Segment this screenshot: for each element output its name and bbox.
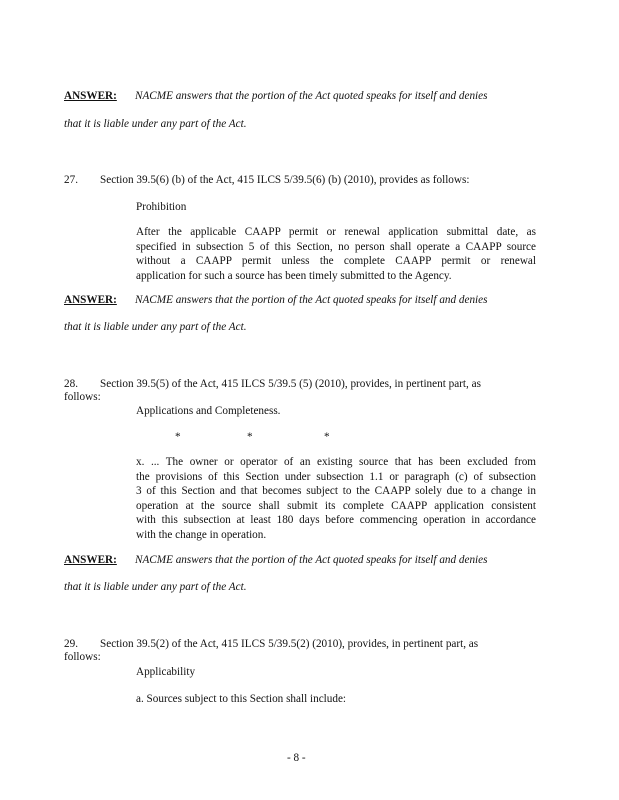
star: * [175,431,181,443]
para-28-heading: Applications and Completeness. [136,405,281,417]
answer-text: NACME answers that the portion of the Act quoted speaks for itself and denies [135,90,488,102]
ellipsis-stars [0,430,619,444]
quote-line: without a CAAPP permit unless the complete CAAPP permit or renewal [136,255,536,268]
quote-line: 3 of this Section and that becomes subject to the CAAPP solely due to a change in [136,485,536,498]
para-28-number: 28. [64,378,78,390]
para-29-heading: Applicability [136,666,196,678]
answer-3-line-1 [64,553,488,567]
answer-2-line-2: that it is liable under any part of the Act. [64,321,247,333]
para-29-intro-cont: follows: [64,651,101,663]
answer-text: NACME answers that the portion of the Act quoted speaks for itself and denies [135,294,488,306]
answer-label: ANSWER: [64,294,117,306]
quote-line: x. ... The owner or operator of an existing source that has been excluded from [136,456,536,468]
para-28-quote [136,455,536,543]
answer-1-line-1 [64,89,488,103]
para-29-number: 29. [64,638,78,650]
para-29-intro: Section 39.5(2) of the Act, 415 ILCS 5/39.5(2) (2010), provides, in pertinent part, as [100,638,479,650]
para-28-intro: Section 39.5(5) of the Act, 415 ILCS 5/39.5 (5) (2010), provides, in pertinent part, as [100,378,481,390]
answer-label: ANSWER: [64,554,117,566]
answer-1-line-2: that it is liable under any part of the Act. [64,118,247,130]
star: * [324,431,330,443]
para-27-heading: Prohibition [136,201,187,213]
quote-line: with this subsection at least 180 days before commencing operation in accordance [136,514,536,527]
quote-line: operation at the source shall submit its complete CAAPP application consistent [136,499,536,512]
quote-line: with the change in operation. [136,528,267,541]
answer-2-line-1 [64,293,488,307]
star: * [247,431,253,443]
quote-line: After the applicable CAAPP permit or renewal application submittal date, as [136,226,536,238]
quote-line: application for such a source has been timely submitted to the Agency. [136,269,452,282]
page-number: - 8 - [287,752,306,764]
quote-line: the provisions of this Section under subsection 1.1 or paragraph (c) of subsection [136,470,536,483]
para-28-intro-cont: follows: [64,391,101,403]
para-29-sub: a. Sources subject to this Section shall include: [136,693,347,705]
quote-line: specified in subsection 5 of this Section, no person shall operate a CAAPP source [136,240,536,253]
answer-text: NACME answers that the portion of the Act quoted speaks for itself and denies [135,554,488,566]
answer-3-line-2: that it is liable under any part of the Act. [64,581,247,593]
answer-label: ANSWER: [64,90,117,102]
para-27-number: 27. [64,174,78,186]
para-27-quote [136,225,536,283]
para-27-intro: Section 39.5(6) (b) of the Act, 415 ILCS 5/39.5(6) (b) (2010), provides as follows: [100,174,470,186]
